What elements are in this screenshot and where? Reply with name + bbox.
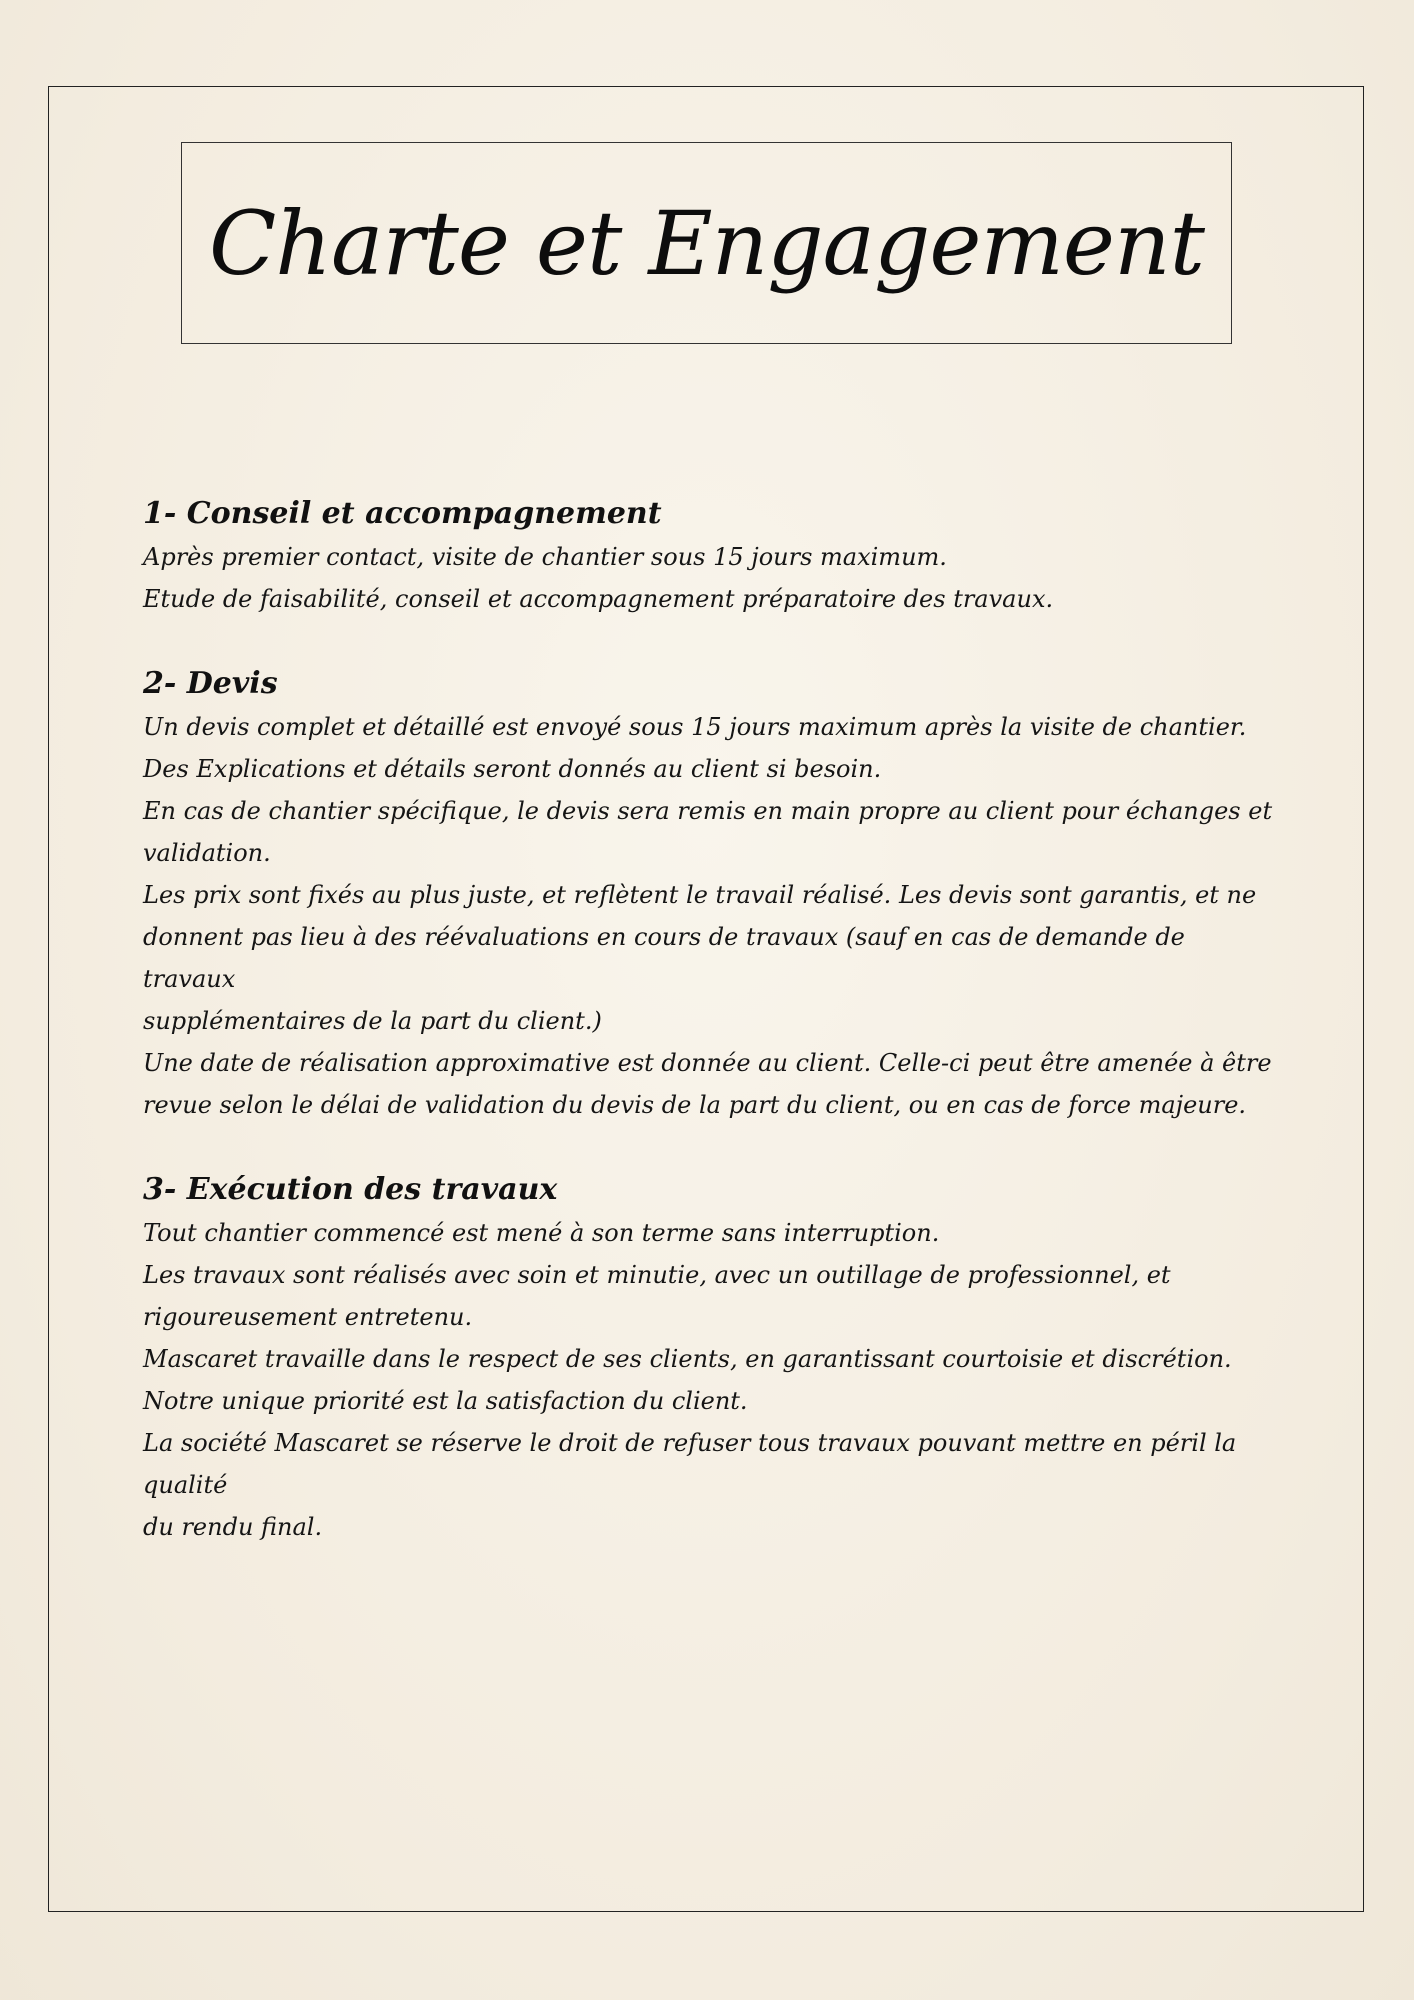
section-line: En cas de chantier spécifique, le devis sera remis en main propre au client pour échanges et bbox=[143, 797, 1273, 825]
document-title: Charte et Engagement bbox=[208, 191, 1205, 295]
section-line: Tout chantier commencé est mené à son terme sans interruption. bbox=[143, 1219, 940, 1247]
section-line: du rendu final. bbox=[143, 1513, 323, 1541]
section-line: donnent pas lieu à des réévaluations en cours de travaux (sauf en cas de demande de travaux bbox=[143, 923, 1185, 993]
title-box bbox=[181, 142, 1232, 344]
section-line: Mascaret travaille dans le respect de ses clients, en garantissant courtoisie et discrétion. bbox=[143, 1345, 1232, 1373]
section-line: Les travaux sont réalisés avec soin et minutie, avec un outillage de professionnel, et bbox=[143, 1261, 1171, 1289]
section-line: Les prix sont fixés au plus juste, et reflètent le travail réalisé. Les devis sont garantis, et ne bbox=[143, 881, 1257, 909]
section-line: rigoureusement entretenu. bbox=[143, 1303, 473, 1331]
section-heading: 1- Conseil et accompagnement bbox=[143, 496, 662, 531]
section-line: Des Explications et détails seront donnés au client si besoin. bbox=[143, 755, 882, 783]
section-line: validation. bbox=[143, 839, 271, 867]
section-heading: 3- Exécution des travaux bbox=[143, 1172, 558, 1207]
document-content bbox=[143, 492, 1283, 1590]
section-execution bbox=[143, 1168, 1283, 1548]
section-conseil bbox=[143, 492, 1283, 620]
section-line: revue selon le délai de validation du devis de la part du client, ou en cas de force majeure. bbox=[143, 1091, 1247, 1119]
section-line: Un devis complet et détaillé est envoyé sous 15 jours maximum après la visite de chantier. bbox=[143, 713, 1247, 741]
section-line: La société Mascaret se réserve le droit de refuser tous travaux pouvant mettre en péril la qualité bbox=[143, 1429, 1237, 1499]
section-line: supplémentaires de la part du client.) bbox=[143, 1007, 602, 1035]
section-heading: 2- Devis bbox=[143, 666, 278, 701]
section-line: Une date de réalisation approximative est donnée au client. Celle-ci peut être amenée à être bbox=[143, 1049, 1272, 1077]
section-line: Après premier contact, visite de chantier sous 15 jours maximum. bbox=[143, 543, 947, 571]
section-devis bbox=[143, 662, 1283, 1126]
section-line: Etude de faisabilité, conseil et accompagnement préparatoire des travaux. bbox=[143, 585, 1054, 613]
section-line: Notre unique priorité est la satisfaction du client. bbox=[143, 1387, 748, 1415]
